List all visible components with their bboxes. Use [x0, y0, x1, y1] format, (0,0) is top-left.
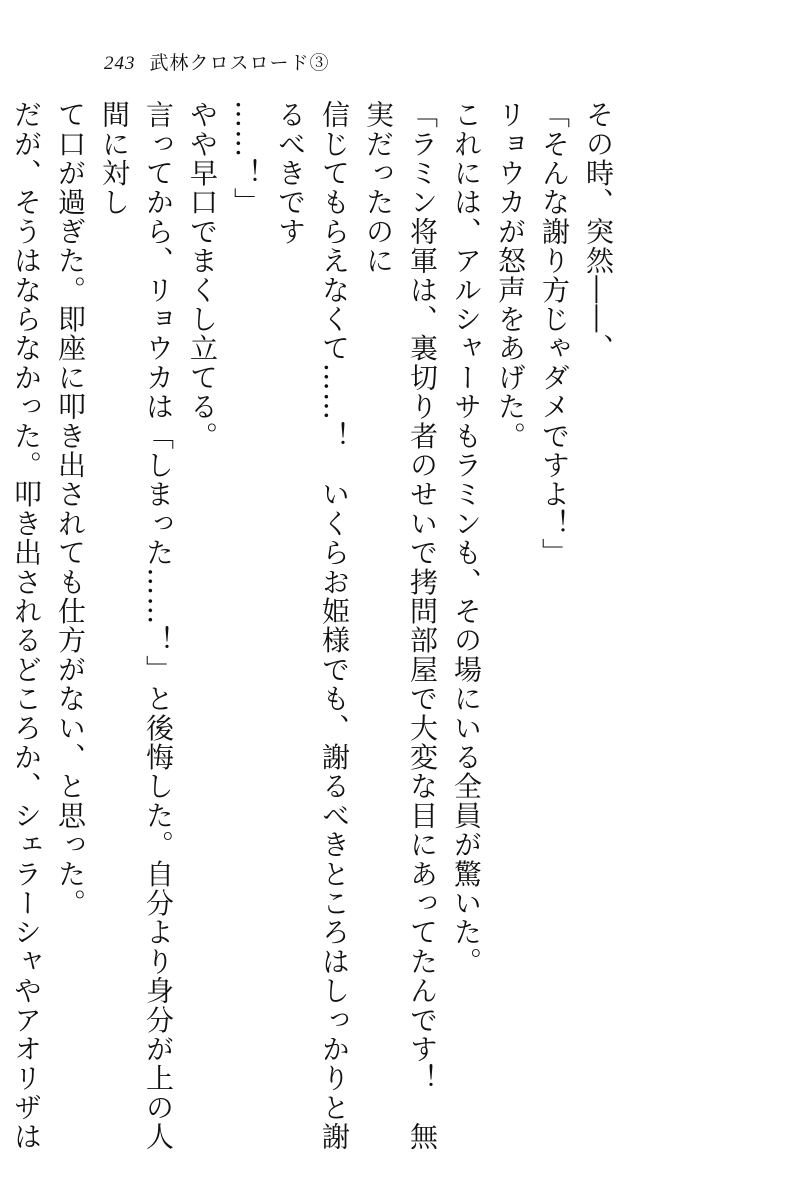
running-header: [104, 54, 330, 73]
paragraph: リョウカが怒声をあげた。: [494, 100, 527, 451]
paragraph: だが、そうはならなかった。叩き出されるどころか、シェラーシャやアオリザは: [10, 100, 43, 1152]
paragraph: 信じてもらえなくて……！ いくらお姫様でも、謝るべきところはしっかりと謝るべきです: [274, 100, 351, 1152]
book-title: 武林クロスロード③: [149, 52, 330, 74]
paragraph: て口が過ぎた。即座に叩き出されても仕方がない、と思った。: [54, 100, 87, 918]
page-number: 243: [104, 53, 136, 74]
paragraph: その時、突然――、: [582, 100, 615, 363]
paragraph: これには、アルシャーサもラミンも、その場にいる全員が驚いた。: [450, 100, 483, 976]
body-text: [10, 100, 620, 1160]
paragraph: ……！」: [230, 100, 263, 217]
paragraph: 「そんな謝り方じゃダメですよ！」: [538, 100, 571, 568]
paragraph: 言ってから、リョウカは「しまった……！」と後悔した。自分より身分が上の人間に対し: [98, 100, 175, 1152]
paragraph: 「ラミン将軍は、裏切り者のせいで拷問部屋で大変な目にあってたんです！ 無実だったのに: [362, 100, 439, 1152]
paragraph: やや早口でまくし立てる。: [186, 100, 219, 451]
